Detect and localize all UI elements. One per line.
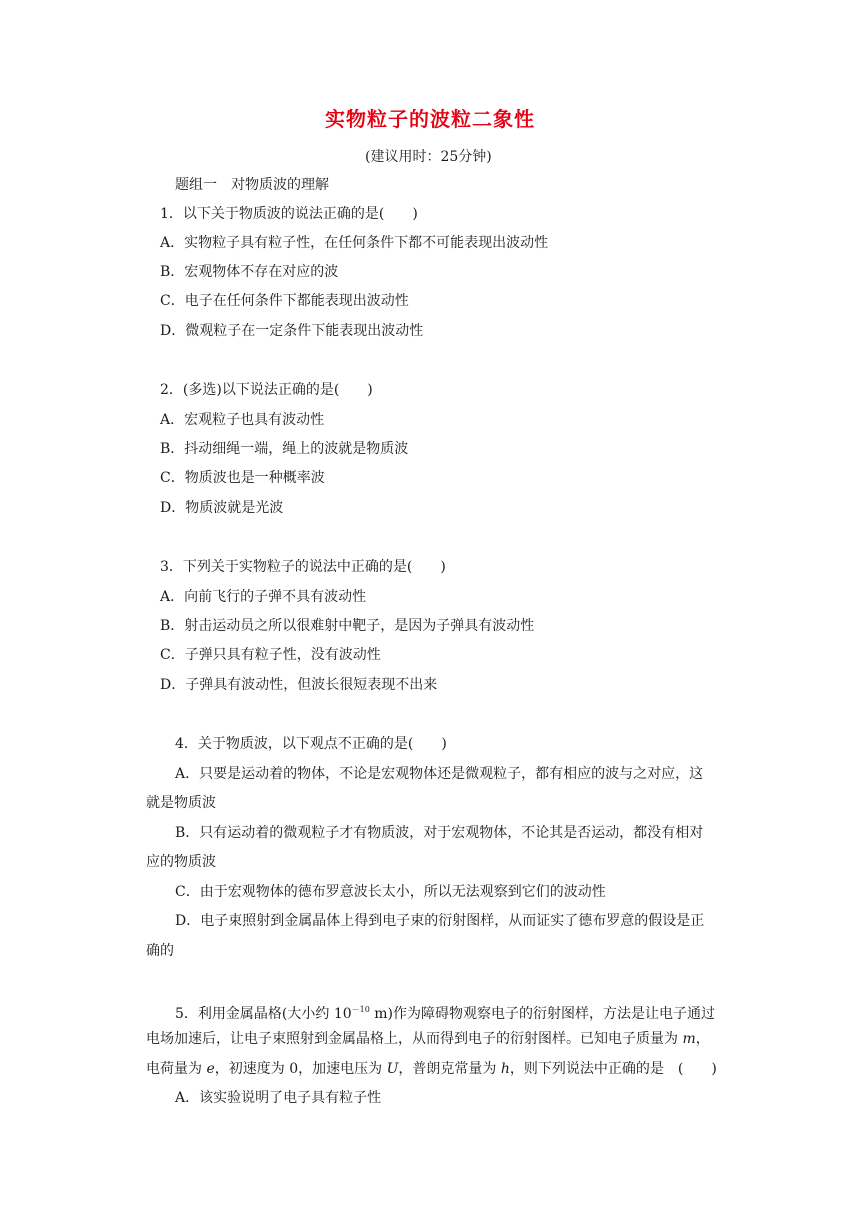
- question-1-option-d: D．微观粒子在一定条件下能表现出波动性: [160, 323, 424, 339]
- planck-symbol: h: [500, 1061, 510, 1077]
- question-5-stem-line1: [175, 1001, 715, 1023]
- question-2-option-d: D．物质波就是光波: [160, 500, 284, 516]
- page-title: 实物粒子的波粒二象性: [325, 107, 535, 131]
- mass-symbol: m: [682, 1031, 696, 1047]
- question-4-option-c: C．由于宏观物体的德布罗意波长太小，所以无法观察到它们的波动性: [175, 884, 606, 900]
- question-4-option-d-line1: D．电子束照射到金属晶体上得到电子束的衍射图样，从而证实了德布罗意的假设是正: [175, 913, 705, 929]
- question-4-option-b-line2: 应的物质波: [146, 854, 216, 870]
- group-heading: 题组一 对物质波的理解: [175, 177, 329, 193]
- question-3-option-a: A．向前飞行的子弹不具有波动性: [160, 589, 367, 605]
- question-5-stem-line2: [146, 1030, 710, 1048]
- question-2-option-b: B．抖动细绳一端，绳上的波就是物质波: [160, 441, 409, 457]
- question-5-text-e: 电荷量为: [146, 1061, 207, 1077]
- question-2-option-c: C．物质波也是一种概率波: [160, 470, 325, 486]
- question-2-stem: 2．(多选)以下说法正确的是( ): [160, 382, 373, 398]
- charge-symbol: e: [206, 1061, 215, 1077]
- question-5-text-g: ，普朗克常量为: [398, 1061, 501, 1077]
- question-5-option-a: A．该实验说明了电子具有粒子性: [175, 1090, 382, 1106]
- question-3-option-d: D．子弹具有波动性，但波长很短表现不出来: [160, 677, 438, 693]
- question-5-text-h: ，则下列说法中正确的是 ( ): [509, 1061, 717, 1077]
- question-5-text-b: m)作为障碍物观察电子的衍射图样，方法是让电子通过: [369, 1006, 716, 1022]
- exponent: －10: [351, 1005, 370, 1014]
- question-3-option-b: B．射击运动员之所以很难射中靶子，是因为子弹具有波动性: [160, 618, 535, 634]
- question-1-option-b: B．宏观物体不存在对应的波: [160, 264, 339, 280]
- voltage-symbol: U: [386, 1061, 399, 1077]
- question-5-text-d: ，: [695, 1031, 710, 1047]
- question-3-stem: 3．下列关于实物粒子的说法中正确的是( ): [160, 559, 446, 575]
- question-2-option-a: A．宏观粒子也具有波动性: [160, 412, 325, 428]
- question-5-text-c: 电场加速后，让电子束照射到金属晶格上，从而得到电子的衍射图样。已知电子质量为: [146, 1031, 683, 1047]
- question-3-option-c: C．子弹只具有粒子性，没有波动性: [160, 647, 381, 663]
- question-1-option-c: C．电子在任何条件下都能表现出波动性: [160, 293, 409, 309]
- question-4-option-d-line2: 确的: [146, 943, 174, 959]
- question-5-text-f: ，初速度为 0，加速电压为: [214, 1061, 387, 1077]
- question-5-text-a: 5．利用金属晶格(大小约 10: [175, 1006, 352, 1022]
- question-1-stem: 1．以下关于物质波的说法正确的是( ): [160, 206, 418, 222]
- question-4-option-a-line2: 就是物质波: [146, 795, 216, 811]
- question-1-option-a: A．实物粒子具有粒子性，在任何条件下都不可能表现出波动性: [160, 235, 549, 251]
- question-4-option-a-line1: A．只要是运动着的物体，不论是宏观物体还是微观粒子，都有相应的波与之对应，这: [175, 766, 704, 782]
- question-5-stem-line3: [146, 1060, 717, 1078]
- time-suggestion: (建议用时：25分钟): [365, 149, 492, 165]
- question-4-option-b-line1: B．只有运动着的微观粒子才有物质波，对于宏观物体，不论其是否运动，都没有相对: [175, 825, 704, 841]
- question-4-stem: 4．关于物质波，以下观点不正确的是( ): [175, 736, 447, 752]
